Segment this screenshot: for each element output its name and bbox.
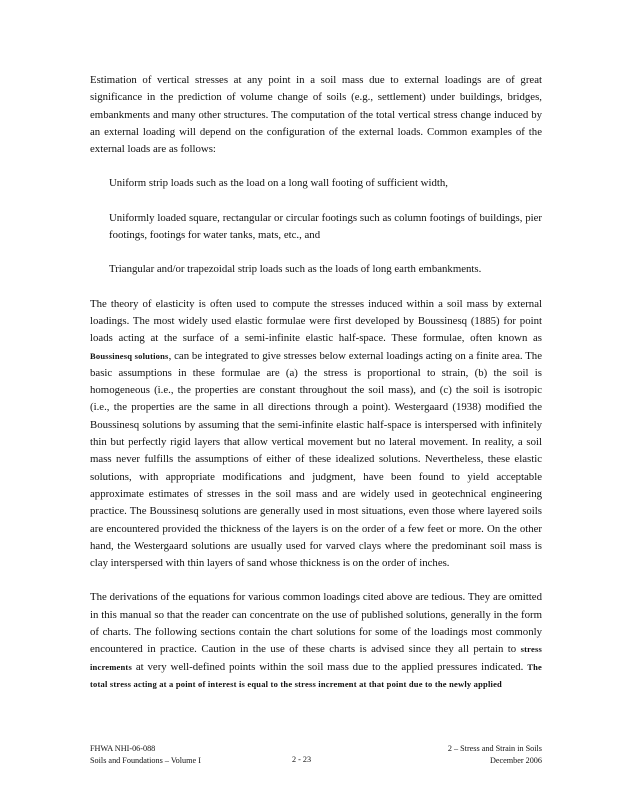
publication-date: December 2006	[489, 755, 542, 765]
intro-paragraph: Estimation of vertical stresses at any point in a soil mass due to external loadings are of great significance in the prediction of volume change of soils (e.g., settlement) under buildings, bridges, embankments and many other structures. The computation of the total vertical stress change induced by an external loading will depend on the configuration of the external loads. Common examples of the external loads are as follows:	[90, 74, 542, 156]
total-stress-note: The total stress acting at a point of interest is equal to the stress increment at that point due to the newly applied	[90, 661, 542, 689]
derivations-text-start: The derivations of the equations for various common loadings cited above are tedious. They are omitted in this manual so that the reader can concentrate on the use of published solutions, generally in the form of charts. The following sections contain the chart solutions for some of the loadings most commonly encountered in practice. Caution in the use of these charts is advised since they all pertain to	[90, 591, 542, 656]
chapter-title: 2 – Stress and Strain in Soils	[447, 744, 542, 753]
page-number: 2 - 23	[292, 755, 312, 764]
footer-left	[90, 743, 201, 766]
manual-title: Soils and Foundations – Volume I	[90, 755, 201, 765]
theory-text-start: The theory of elasticity is often used to compute the stresses induced within a soil mass by external loadings. The most widely used elastic formulae were first developed by Boussinesq (1885) for point loads acting at the surface of a semi-infinite elastic half-space. These formulae, often known as	[90, 297, 542, 345]
footer-right	[424, 743, 542, 766]
derivations-paragraph	[90, 589, 542, 693]
bullet-item	[90, 261, 542, 278]
bullet-item	[90, 210, 542, 245]
theory-text-end: , can be integrated to give stresses below external loadings acting on a finite area. The basic assumptions in these formulae are (a) the stress is proportional to strain, (b) the soil is homogeneous (i.e., the properties are constant throughout the soil mass), and (c) the soil is isotropic (i.e., the properties are the same in all directions through a point). Westergaard (1938) modified the Boussinesq solutions by assuming that the semi-infinite elastic half-space is interspersed with infinitely thin but perfectly rigid layers that allow vertical movement but no lateral movement. In reality, a soil mass never fulfills the assumptions of either of these idealized solutions. Nevertheless, these elastic solutions, with appropriate modifications and judgment, have been found to yield acceptable approximate estimates of stresses in the soil mass and are widely used in geotechnical engineering practice. The Boussinesq solutions are generally used in most situations, even those where layered soils are encountered provided the thickness of the layers is on the order of a few feet or more. On the other hand, the Westergaard solutions are usually used for varved clays where the predominant soil mass is clay interspersed with thin layers of sand whose thickness is on the order of inches.	[90, 349, 542, 570]
derivations-text-middle: at very well-defined points within the soil mass due to the applied pressures indicated.	[131, 660, 528, 673]
boussinesq-term: Boussinesq solutions	[90, 350, 169, 361]
publication-number: FHWA NHI-06-088	[90, 744, 156, 753]
bullet-text: Uniform strip loads such as the load on a long wall footing of sufficient width,	[109, 177, 448, 190]
bullet-text: Triangular and/or trapezoidal strip loads such as the loads of long earth embankments.	[109, 263, 482, 276]
bullet-item	[90, 175, 542, 192]
stress-increments-term: stress increments	[90, 644, 542, 672]
bullet-text: Uniformly loaded square, rectangular or circular footings such as column footings of buildings, pier footings, footings for water tanks, mats, etc., and	[109, 211, 542, 242]
page-body	[90, 72, 542, 693]
elasticity-theory-paragraph	[90, 296, 542, 573]
